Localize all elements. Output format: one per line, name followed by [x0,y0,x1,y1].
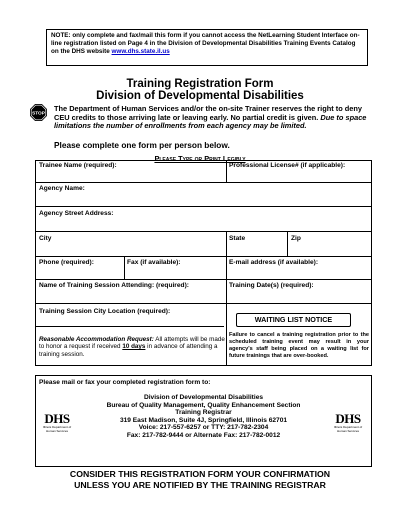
accommodation-text-1: All attempts will be made to honor a request if received [39,336,225,351]
waiting-list-notice-text: Failure to cancel a training registration prior to the scheduled training event may result in your agency's staff being placed on a waiting list for future trainings that are over-booked. [229,332,369,359]
session-city-field[interactable]: Training Session City Location (required): [39,308,171,315]
waiting-list-notice-button[interactable]: WAITING LIST NOTICE [236,313,351,327]
print-legibly-heading: Please Type or Print Legibly [154,154,246,163]
row-divider [36,182,371,183]
dhs-logo-subtext: Illinois Department of Human Services [42,425,72,433]
fax-field[interactable]: Fax (if available): [127,259,181,266]
one-form-instruction: Please complete one form per person below. [54,140,230,150]
phone-field[interactable]: Phone (required): [39,259,94,266]
trainee-name-field[interactable]: Trainee Name (required): [39,162,117,169]
confirmation-notice-line-1: CONSIDER THIS REGISTRATION FORM YOUR CONFIRMATION [69,469,331,479]
stop-sign-icon [30,104,47,121]
stop-sign-label: STOP [32,111,45,117]
license-field[interactable]: Professional License# (if applicable): [229,162,346,169]
accommodation-days: 10 days [122,343,146,351]
row-divider [36,256,371,257]
online-registration-note [46,29,368,66]
email-field[interactable]: E-mail address (if available): [229,259,319,266]
column-divider [226,161,227,182]
accommodation-request[interactable] [39,336,225,358]
state-field[interactable]: State [229,235,246,242]
address-line: Bureau of Quality Management, Quality Enhancement Section [106,401,301,409]
note-text: NOTE: only complete and fax/mail this form if you cannot access the NetLearning Student Interface on-line registration listed on Page 4 in the Division of Developmental Disabilities Training Events Catalog on the DHS website [51,32,360,56]
agency-street-field[interactable]: Agency Street Address: [39,210,114,217]
dhs-website-link[interactable]: www.dhs.state.il.us [111,48,170,56]
trainee-info-form [35,160,372,366]
row-divider [36,231,371,232]
city-field[interactable]: City [39,235,52,242]
address-line: 319 East Madison, Suite 4J, Springfield, Illinois 62701 [119,416,288,424]
mail-instruction: Please mail or fax your completed registration form to: [39,379,211,386]
form-title: Training Registration Form [126,78,274,90]
dhs-logo-subtext: Illinois Department of Human Services [333,425,363,433]
ceu-policy-main: The Department of Human Services and/or the on-site Trainer reserves the right to deny CEU credits to those arriving late or leaving early. No partial credit is given. [54,104,363,122]
registrar-address [36,394,371,440]
address-line: Division of Developmental Disabilities [143,394,264,401]
form-subtitle: Division of Developmental Disabilities [96,90,304,102]
column-divider [287,231,288,256]
row-divider [36,326,224,327]
agency-name-field[interactable]: Agency Name: [39,185,85,192]
session-dates-field[interactable]: Training Date(s) (required): [229,282,314,289]
ceu-policy-text [54,105,370,131]
dhs-logo-text: DHS [44,411,70,426]
row-divider [36,279,371,280]
session-name-field[interactable]: Name of Training Session Attending: (required): [39,282,189,289]
zip-field[interactable]: Zip [291,235,301,242]
column-divider [124,256,125,279]
address-line: Training Registrar [175,409,232,417]
accommodation-text-2: in advance of attending a training session. [39,343,218,358]
address-line: Fax: 217-782-9444 or Alternate Fax: 217-782-0012 [126,431,281,439]
address-line: Voice: 217-557-6257 or TTY: 217-782-2304 [138,424,269,432]
row-divider [36,303,371,304]
row-divider [36,206,371,207]
confirmation-notice-line-2: UNLESS YOU ARE NOTIFIED BY THE TRAINING REGISTRAR [74,480,326,490]
accommodation-heading: Reasonable Accommodation Request: [39,336,154,343]
mail-fax-box [35,375,372,467]
enrollment-limit-text: Due to space limitations the number of enrollments from each agency may be limited. [54,112,367,131]
dhs-logo-text: DHS [335,411,361,426]
column-divider [226,231,227,366]
